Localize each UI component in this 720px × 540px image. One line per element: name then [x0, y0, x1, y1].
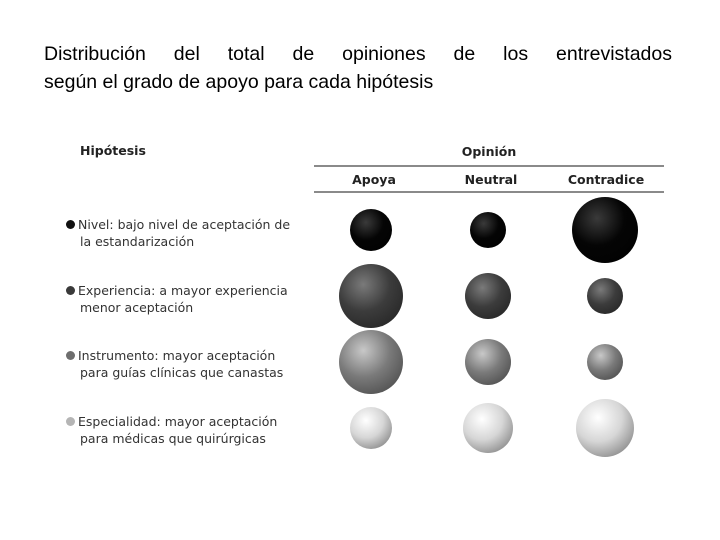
bubble-contradice-row1	[572, 197, 638, 263]
row-label-nivel	[66, 216, 306, 250]
bubble-apoya-row4	[350, 407, 392, 449]
row-label-instrumento	[66, 347, 306, 381]
column-contradice: Contradice	[567, 172, 645, 187]
bubble-apoya-row2	[339, 264, 403, 328]
bubble-apoya-row3	[339, 330, 403, 394]
row-text-2: para médicas que quirúrgicas	[80, 431, 266, 446]
bubble-apoya-row1	[350, 209, 392, 251]
bubble-neutral-row3	[465, 339, 511, 385]
header-rule-bottom	[314, 191, 664, 193]
opinion-header: Opinión	[461, 144, 517, 159]
bullet-icon	[66, 220, 75, 229]
bubble-neutral-row4	[463, 403, 513, 453]
column-apoya: Apoya	[352, 172, 396, 187]
bubble-contradice-row3	[587, 344, 623, 380]
row-text-2: para guías clínicas que canastas	[80, 365, 284, 380]
column-neutral: Neutral	[464, 172, 518, 187]
bullet-icon	[66, 417, 75, 426]
row-text-2: la estandarización	[80, 234, 195, 249]
bubble-contradice-row4	[576, 399, 634, 457]
chart-title	[44, 40, 672, 96]
bubble-contradice-row2	[587, 278, 623, 314]
row-text-1: Nivel: bajo nivel de aceptación de	[78, 217, 291, 232]
bullet-icon	[66, 286, 75, 295]
hypothesis-header: Hipótesis	[80, 143, 146, 158]
bubble-neutral-row2	[465, 273, 511, 319]
bullet-icon	[66, 351, 75, 360]
bubble-neutral-row1	[470, 212, 506, 248]
row-label-especialidad	[66, 413, 306, 447]
row-text-1: Especialidad: mayor aceptación	[78, 414, 278, 429]
row-label-experiencia	[66, 282, 306, 316]
row-text-1: Instrumento: mayor aceptación	[78, 348, 276, 363]
title-line-1: Distribución del total de opiniones de los entrevistados	[44, 43, 672, 65]
title-line-2: según el grado de apoyo para cada hipótesis	[44, 71, 434, 93]
header-rule-top	[314, 165, 664, 167]
row-text-2: menor aceptación	[80, 300, 194, 315]
row-text-1: Experiencia: a mayor experiencia	[78, 283, 288, 298]
